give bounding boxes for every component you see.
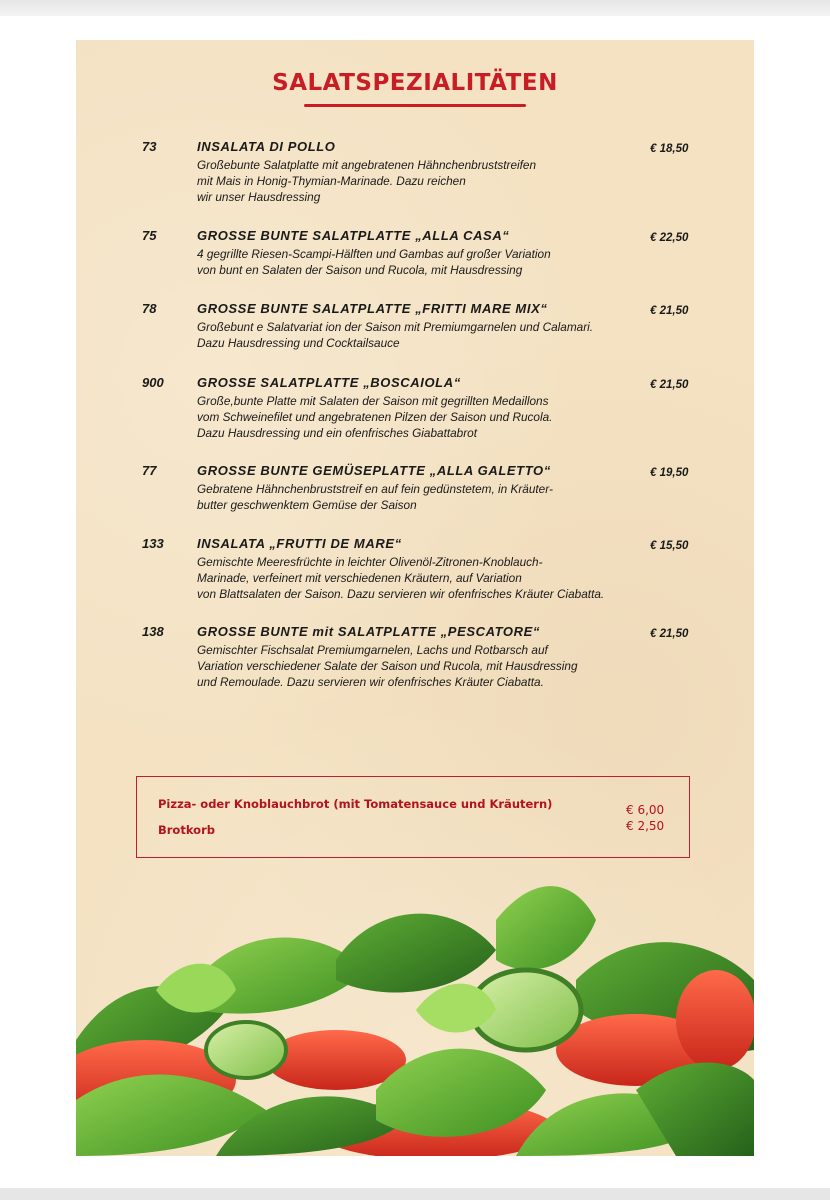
item-description: [197, 393, 552, 441]
description-line: Dazu Hausdressing und ein ofenfrisches Giabattabrot: [197, 426, 478, 440]
description-line: butter geschwenktem Gemüse der Saison: [197, 498, 417, 512]
description-line: Marinade, verfeinert mit verschiedenen Kräutern, auf Variation: [197, 571, 522, 585]
description-line: Großebunte Salatplatte mit angebratenen Hähnchenbruststreifen: [197, 158, 537, 172]
item-price: € 21,50: [650, 305, 689, 317]
item-description: [197, 554, 604, 602]
item-price: € 22,50: [650, 232, 689, 244]
title-underline: [304, 104, 526, 107]
item-price: € 21,50: [650, 379, 689, 391]
item-description: [197, 246, 551, 278]
item-price: € 18,50: [650, 143, 689, 155]
description-line: Dazu Hausdressing und Cocktailsauce: [197, 336, 400, 350]
extra-item-label: Brotkorb: [158, 823, 215, 837]
item-price: € 19,50: [650, 467, 689, 479]
description-line: Große,bunte Platte mit Salaten der Saison mit gegrillten Medaillons: [197, 394, 549, 408]
description-line: vom Schweinefilet und angebratenen Pilzen der Saison und Rucola.: [197, 410, 553, 424]
item-number: 133: [142, 536, 164, 551]
item-number: 78: [142, 301, 157, 316]
item-price: € 21,50: [650, 628, 689, 640]
extras-box: [136, 776, 690, 858]
item-number: 75: [142, 228, 157, 243]
description-line: Variation verschiedener Salate der Saison und Rucola, mit Hausdressing: [197, 659, 578, 673]
extra-item-price: € 2,50: [626, 819, 665, 833]
item-description: [197, 481, 553, 513]
item-name: GROSSE SALATPLATTE „BOSCAIOLA“: [197, 375, 461, 390]
description-line: und Remoulade. Dazu servieren wir ofenfrisches Kräuter Ciabatta.: [197, 675, 544, 689]
item-name: GROSSE BUNTE SALATPLATTE „ALLA CASA“: [197, 228, 510, 243]
description-line: Gemischter Fischsalat Premiumgarnelen, Lachs und Rotbarsch auf: [197, 643, 548, 657]
page-title: SALATSPEZIALITÄTEN: [272, 70, 558, 96]
extra-item-price: € 6,00: [626, 803, 665, 817]
item-description: [197, 319, 593, 351]
description-line: Großebunt e Salatvariat ion der Saison mit Premiumgarnelen und Calamari.: [197, 320, 594, 334]
salad-image: [76, 860, 754, 1156]
item-name: GROSSE BUNTE GEMÜSEPLATTE „ALLA GALETTO“: [197, 463, 551, 478]
description-line: von bunt en Salaten der Saison und Rucola, mit Hausdressing: [197, 263, 523, 277]
description-line: mit Mais in Honig-Thymian-Marinade. Dazu reichen: [197, 174, 466, 188]
item-number: 900: [142, 375, 164, 390]
item-name: GROSSE BUNTE SALATPLATTE „FRITTI MARE MIX“: [197, 301, 548, 316]
item-price: € 15,50: [650, 540, 689, 552]
menu-page: [76, 40, 754, 1156]
description-line: Gebratene Hähnchenbruststreif en auf fein gedünstetem, in Kräuter-: [197, 482, 553, 496]
item-number: 77: [142, 463, 157, 478]
item-number: 138: [142, 624, 164, 639]
description-line: von Blattsalaten der Saison. Dazu servieren wir ofenfrisches Kräuter Ciabatta.: [197, 587, 605, 601]
item-description: [197, 642, 578, 690]
extra-item-label: Pizza- oder Knoblauchbrot (mit Tomatensauce und Kräutern): [158, 797, 553, 811]
description-line: Gemischte Meeresfrüchte in leichter Olivenöl-Zitronen-Knoblauch-: [197, 555, 543, 569]
description-line: wir unser Hausdressing: [197, 190, 321, 204]
item-number: 73: [142, 139, 157, 154]
item-name: GROSSE BUNTE mit SALATPLATTE „PESCATORE“: [197, 624, 541, 639]
item-name: INSALATA „FRUTTI DE MARE“: [197, 536, 402, 551]
bottom-page-edge: [0, 1188, 830, 1200]
description-line: 4 gegrillte Riesen-Scampi-Hälften und Gambas auf großer Variation: [197, 247, 551, 261]
item-name: INSALATA DI POLLO: [197, 139, 336, 154]
top-page-edge: [0, 0, 830, 16]
item-description: [197, 157, 536, 205]
